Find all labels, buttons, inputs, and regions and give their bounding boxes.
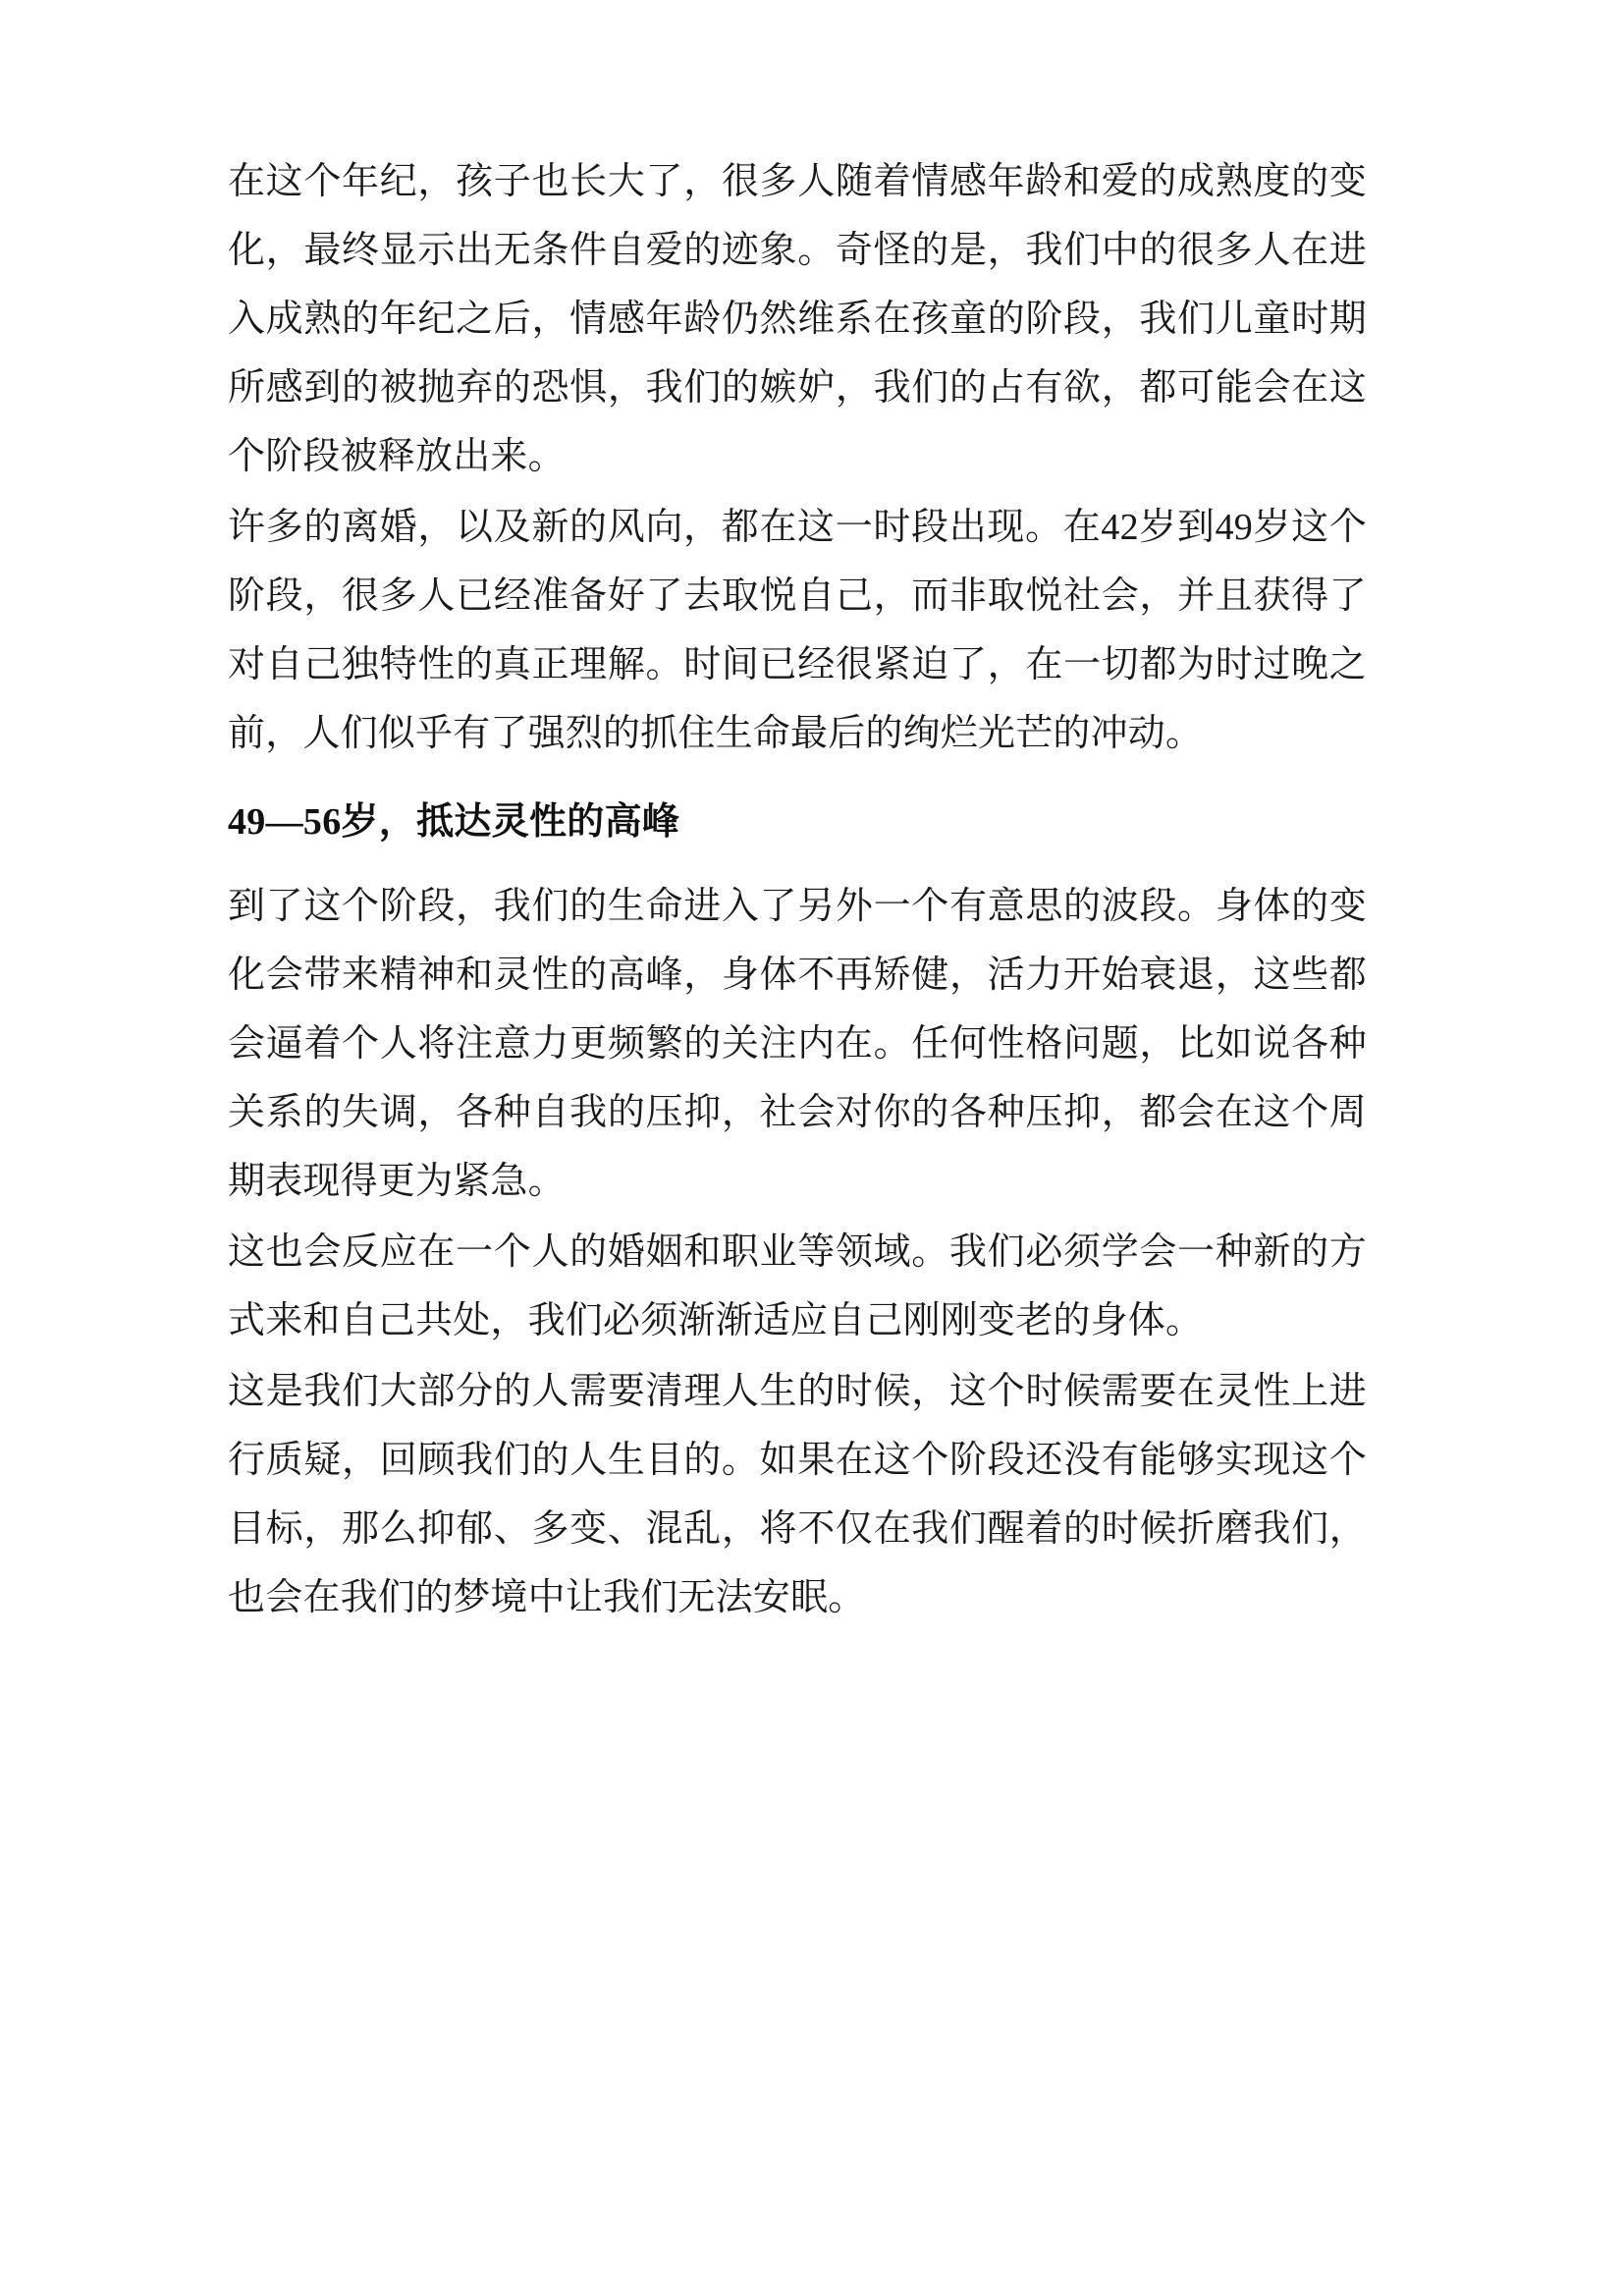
paragraph-4: 这也会反应在一个人的婚姻和职业等领域。我们必须学会一种新的方式来和自己共处，我们必须渐渐适应自己刚刚变老的身体。 — [228, 1231, 1367, 1341]
document-body — [228, 147, 1367, 1634]
paragraph-3: 到了这个阶段，我们的生命进入了另外一个有意思的波段。身体的变化会带来精神和灵性的高峰，身体不再矫健，活力开始衰退，这些都会逼着个人将注意力更频繁的关注内在。任何性格问题，比如说各种关系的失调，各种自我的压抑，社会对你的各种压抑，都会在这个周期表现得更为紧急。 — [228, 886, 1367, 1202]
paragraph-1: 在这个年纪，孩子也长大了，很多人随着情感年龄和爱的成熟度的变化，最终显示出无条件自爱的迹象。奇怪的是，我们中的很多人在进入成熟的年纪之后，情感年龄仍然维系在孩童的阶段，我们儿童时期所感到的被抛弃的恐惧，我们的嫉妒，我们的占有欲，都可能会在这个阶段被释放出来。 — [228, 161, 1367, 477]
section-heading-49-56: 49—56岁，抵达灵性的高峰 — [228, 801, 680, 843]
paragraph-5: 这是我们大部分的人需要清理人生的时候，这个时候需要在灵性上进行质疑，回顾我们的人生目的。如果在这个阶段还没有能够实现这个目标，那么抑郁、多变、混乱，将不仅在我们醒着的时候折磨我们，也会在我们的梦境中让我们无法安眠。 — [228, 1371, 1367, 1618]
paragraph-2: 许多的离婚，以及新的风向，都在这一时段出现。在42岁到49岁这个阶段，很多人已经准备好了去取悦自己，而非取悦社会，并且获得了对自己独特性的真正理解。时间已经很紧迫了，在一切都为时过晚之前，人们似乎有了强烈的抓住生命最后的绚烂光芒的冲动。 — [228, 507, 1367, 754]
